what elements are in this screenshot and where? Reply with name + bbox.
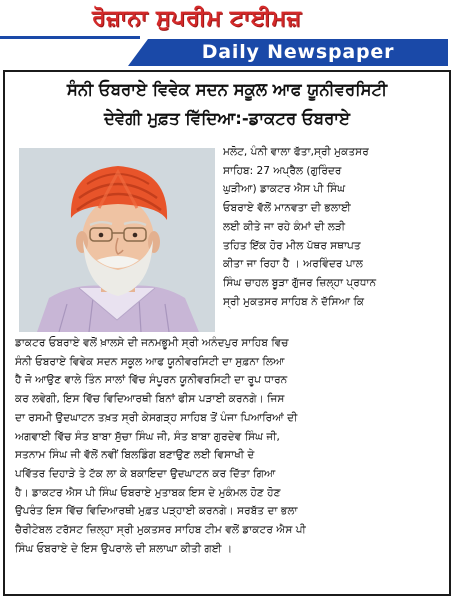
- body-line: ਦਾ ਰਸਮੀ ਉਦਘਾਟਨ ਤਖ਼ਤ ਸ੍ਰੀ ਕੇਸਗੜ੍ਹ ਸਾਹਿਬ ਤੋਂ ਪੰਜਾ ਪਿਆਰਿਆਂ ਦੀ: [15, 411, 298, 424]
- body-line: ਸਤਨਾਮ ਸਿੰਘ ਜੀ ਵੱਲੋਂ ਨਵੀਂ ਬਿਲਡਿੰਗ ਬਣਾਉਣ ਲਈ ਵਿਸਾਖੀ ਦੇ: [15, 449, 255, 462]
- masthead-title: ਰੋਜ਼ਾਨਾ ਸੁਪਰੀਮ ਟਾਈਮਜ਼: [92, 6, 302, 31]
- body-line: ਡਾਕਟਰ ਓਬਰਾਏ ਵਲੋਂ ਖ਼ਾਲਸੇ ਦੀ ਜਨਮਭੂਮੀ ਸ੍ਰੀ ਅਨੰਦਪੁਰ ਸਾਹਿਬ ਵਿਚ: [15, 337, 289, 349]
- headline-line: ਸੰਨੀ ਓਬਰਾਏ ਵਿਵੇਕ ਸਦਨ ਸਕੂਲ ਆਫ ਯੂਨੀਵਰਸਿਟੀ: [66, 80, 388, 99]
- body-line: ਸ੍ਰੀ ਮੁਕਤਸਰ ਸਾਹਿਬ ਨੇ ਦੱਸਿਆ ਕਿ: [223, 295, 365, 308]
- portrait-illustration: [19, 148, 215, 332]
- masthead-band: [148, 39, 448, 66]
- body-line: ਓਬਰਾਏ ਵੱਲੋਂ ਮਾਨਵਤਾ ਦੀ ਭਲਾਈ: [223, 202, 351, 215]
- masthead-rule: [0, 36, 140, 39]
- article-intro-column: [223, 143, 447, 311]
- body-line: ਮਲੋਟ, ਪੰਨੀ ਵਾਲਾ ਫੱਤਾ,ਸ੍ਰੀ ਮੁਕਤਸਰ: [223, 146, 369, 158]
- portrait-photo: [19, 148, 215, 332]
- body-line: ਉਪਰੰਤ ਇਸ ਵਿੱਚ ਵਿਦਿਆਰਥੀ ਮੁਫ਼ਤ ਪੜ੍ਹਾਈ ਕਰਨਗੇ। ਸਰਬੱਤ ਦਾ ਭਲਾ: [15, 505, 298, 518]
- body-line: ਪਵਿੱਤਰ ਦਿਹਾੜੇ ਤੇ ਟੱਕ ਲਾ ਕੇ ਬਕਾਇਦਾ ਉਦਘਾਟਨ ਕਰ ਦਿੱਤਾ ਗਿਆ: [15, 467, 276, 480]
- body-line: ਸਾਹਿਬ: 27 ਅਪ੍ਰੈਲ (ਗੁਰਿੰਦਰ: [223, 164, 342, 177]
- body-line: ਹੈ। ਡਾਕਟਰ ਐਸ ਪੀ ਸਿੰਘ ਓਬਰਾਏ ਮੁਤਾਬਕ ਇਸ ਦੇ ਮੁਕੰਮਲ ਹੋਣ ਹੋਣ: [15, 486, 281, 499]
- article-frame: [3, 70, 451, 596]
- article-body: [15, 334, 445, 558]
- body-line: ਤਹਿਤ ਇੱਕ ਹੋਰ ਮੀਲ ਪੱਥਰ ਸਥਾਪਤ: [223, 239, 361, 252]
- article-headline: [5, 75, 449, 133]
- body-line: ਲਈ ਕੀਤੇ ਜਾ ਰਹੇ ਕੰਮਾਂ ਦੀ ਲੜੀ: [223, 220, 346, 233]
- body-line: ਸਿੰਘ ਚਾਹਲ ਬੂੜਾ ਗੁੱਜਰ ਜ਼ਿਲ੍ਹਾ ਪ੍ਰਧਾਨ: [223, 276, 377, 289]
- body-line: ਸੰਨੀ ਓਬਰਾਏ ਵਿਵੇਕ ਸਦਨ ਸਕੂਲ ਆਫ ਯੂਨੀਵਰਸਿਟੀ ਦਾ ਸੁਫ਼ਨਾ ਲਿਆ: [15, 355, 285, 368]
- body-line: ਚੈਰੀਟੇਬਲ ਟਰੱਸਟ ਜ਼ਿਲ੍ਹਾ ਸ੍ਰੀ ਮੁਕਤਸਰ ਸਾਹਿਬ ਟੀਮ ਵਲੋਂ ਡਾਕਟਰ ਐਸ ਪੀ: [15, 524, 306, 537]
- body-line: ਕੀਤਾ ਜਾ ਰਿਹਾ ਹੈ । ਅਰਵਿੰਦਰ ਪਾਲ: [223, 258, 363, 271]
- masthead-subtitle: Daily Newspaper: [201, 41, 395, 63]
- body-line: ਸਿੰਘ ਓਬਰਾਏ ਦੇ ਇਸ ਉਪਰਾਲੇ ਦੀ ਸ਼ਲਾਘਾ ਕੀਤੀ ਗਈ ।: [15, 542, 233, 555]
- body-line: ਅਗਵਾਈ ਵਿੱਚ ਸੰਤ ਬਾਬਾ ਸੁੱਚਾ ਸਿੰਘ ਜੀ, ਸੰਤ ਬਾਬਾ ਗੁਰਦੇਵ ਸਿੰਘ ਜੀ,: [15, 430, 280, 443]
- body-line: ਘੁੜੀਆ) ਡਾਕਟਰ ਐਸ ਪੀ ਸਿੰਘ: [223, 183, 346, 196]
- masthead: [0, 0, 454, 68]
- body-line: ਕਰ ਲਵੇਗੀ, ਇਸ ਵਿੱਚ ਵਿਦਿਆਰਥੀ ਬਿਨਾਂ ਫੀਸ ਪੜਾਈ ਕਰਨਗੇ। ਜਿਸ: [15, 393, 285, 406]
- body-line: ਹੈ ਜੋ ਆਉਣ ਵਾਲੇ ਤਿੰਨ ਸਾਲਾਂ ਵਿੱਚ ਸੰਪੂਰਨ ਯੂਨੀਵਰਸਿਟੀ ਦਾ ਰੂਪ ਧਾਰਨ: [15, 374, 288, 387]
- headline-line: ਦੇਵੇਗੀ ਮੁਫ਼ਤ ਵਿੱਦਿਆ:-ਡਾਕਟਰ ਓਬਰਾਏ: [104, 109, 350, 128]
